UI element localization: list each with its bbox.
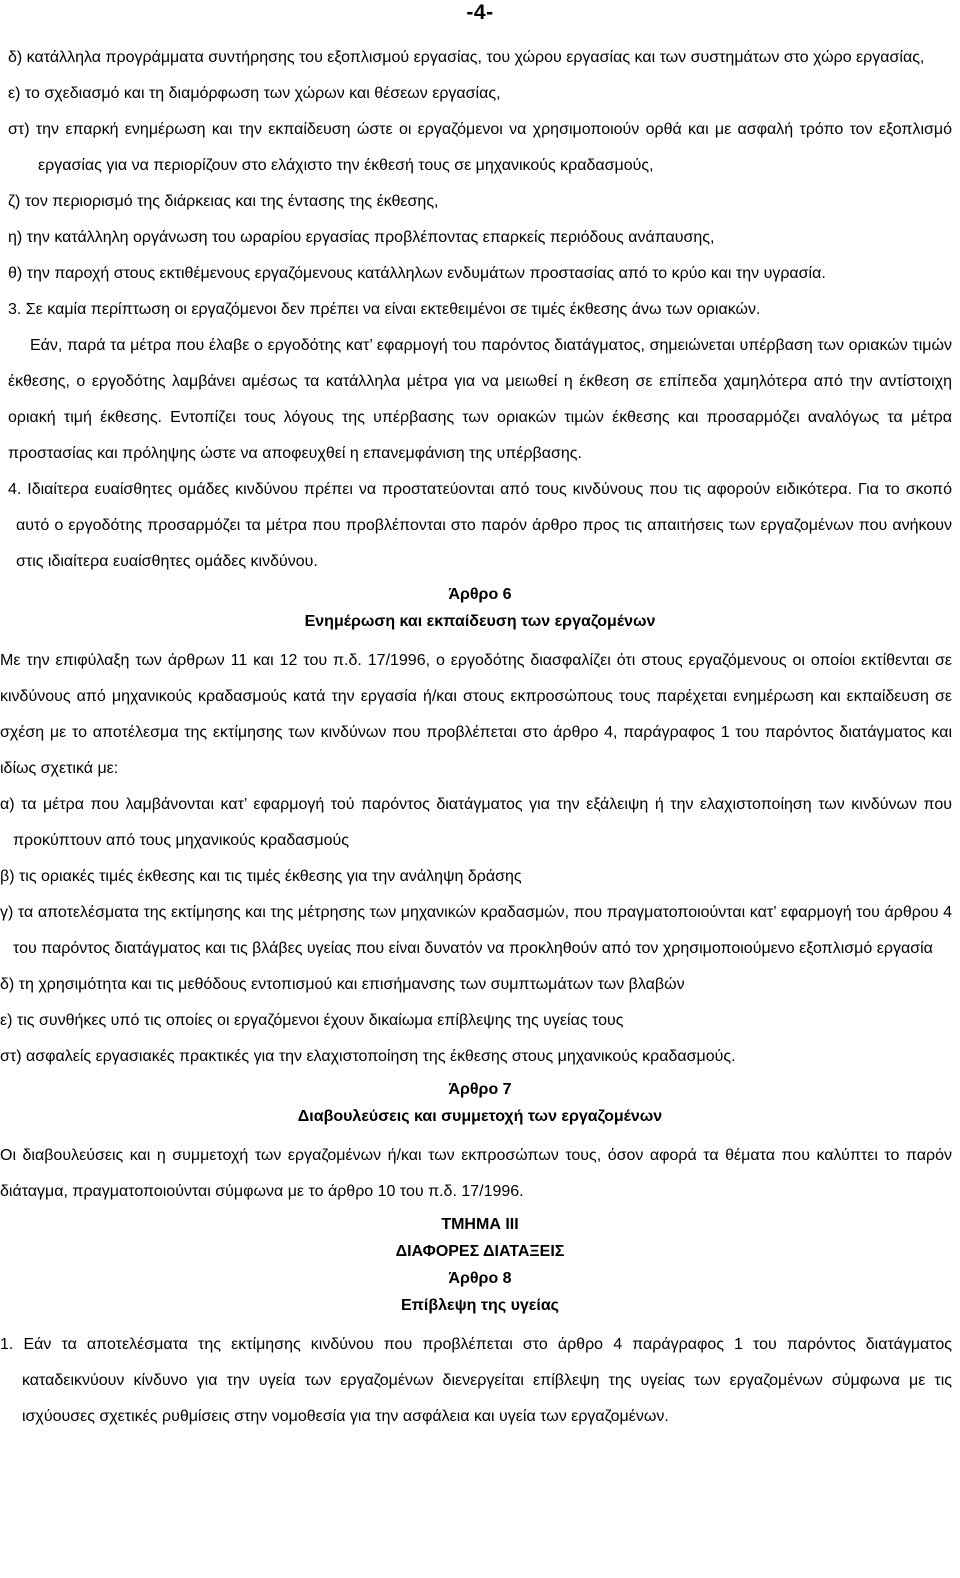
article-6-item-c: γ) τα αποτελέσματα της εκτίμησης και της μέτρησης των μηχανικών κραδασμών, που πραγματοποιούνται κατ’ εφαρμογή του άρθρου 4 του παρόντος διατάγματος και τις βλάβες υγείας που είναι δυνατόν να προκληθούν από τον χρησιμοποιούμενο εξοπλισμό εργασία bbox=[0, 904, 952, 957]
article-7-text: Οι διαβουλεύσεις και η συμμετοχή των εργαζομένων ή/και των εκπροσώπων τους, όσον αφορά τα θέματα που καλύπτει το παρόν διάταγμα, πραγματοποιούνται σύμφωνα με το άρθρο 10 του π.δ. 17/1996. bbox=[0, 1147, 952, 1200]
article-8-title: Επίβλεψη της υγείας bbox=[401, 1297, 559, 1314]
article-6-item-b: β) τις οριακές τιμές έκθεσης και τις τιμές έκθεσης για την ανάληψη δράσης bbox=[0, 868, 522, 885]
article-6-item-st: στ) ασφαλείς εργασιακές πρακτικές για την ελαχιστοποίηση της έκθεσης στους μηχανικούς κραδασμούς. bbox=[0, 1048, 736, 1065]
list-item-epsilon: ε) το σχεδιασμό και τη διαμόρφωση των χώρων και θέσεων εργασίας, bbox=[8, 85, 501, 102]
article-8-number: Άρθρο 8 bbox=[448, 1270, 512, 1287]
page-number: -4- bbox=[466, 1, 494, 24]
article-8-paragraph-1: 1. Εάν τα αποτελέσματα της εκτίμησης κινδύνου που προβλέπεται στο άρθρο 4 παράγραφος 1 του παρόντος διατάγματος καταδεικνύουν κίνδυνο για την υγεία των εργαζομένων διενεργείται επίβλεψη της υγείας των εργαζομένων σύμφωνα με τις ισχύουσες σχετικές ρυθμίσεις στην νομοθεσία για την ασφάλεια και υγεία των εργαζομένων. bbox=[0, 1336, 952, 1425]
list-item-st: στ) την επαρκή ενημέρωση και την εκπαίδευση ώστε οι εργαζόμενοι να χρησιμοποιούν ορθά και με ασφαλή τρόπο τον εξοπλισμό εργασίας για να περιορίζουν στο ελάχιστο την έκθεσή τους σε μηχανικούς κραδασμούς, bbox=[8, 121, 952, 174]
list-item-zeta: ζ) τον περιορισμό της διάρκειας και της έντασης της έκθεσης, bbox=[8, 193, 439, 210]
article-7-title: Διαβουλεύσεις και συμμετοχή των εργαζομένων bbox=[297, 1108, 663, 1125]
article-6-intro: Με την επιφύλαξη των άρθρων 11 και 12 του π.δ. 17/1996, ο εργοδότης διασφαλίζει ότι στους εργαζόμενους οι οποίοι εκτίθενται σε κινδύνους από μηχανικούς κραδασμούς κατά την εργασία ή/και στους εκπροσώπους τους παρέχεται ενημέρωση και εκπαίδευση σε σχέση με το αποτέλεσμα της εκτίμησης των κινδύνων που προβλέπεται στο άρθρο 4, παράγραφος 1 του παρόντος διατάγματος και ιδίως σχετικά με: bbox=[0, 652, 952, 777]
article-6-number: Άρθρο 6 bbox=[448, 586, 512, 603]
section-3-title: ΔΙΑΦΟΡΕΣ ΔΙΑΤΑΞΕΙΣ bbox=[395, 1243, 565, 1260]
article-6-item-e: ε) τις συνθήκες υπό τις οποίες οι εργαζόμενοι έχουν δικαίωμα επίβλεψης της υγείας τους bbox=[0, 1012, 624, 1029]
list-item-eta: η) την κατάλληλη οργάνωση του ωραρίου εργασίας προβλέποντας επαρκείς περιόδους ανάπαυσης, bbox=[8, 229, 715, 246]
list-item-theta: θ) την παροχή στους εκτιθέμενους εργαζόμενους κατάλληλων ενδυμάτων προστασίας από το κρύο και την υγρασία. bbox=[8, 265, 826, 282]
section-3-label: ΤΜΗΜΑ ΙΙΙ bbox=[441, 1216, 519, 1233]
list-item-delta: δ) κατάλληλα προγράμματα συντήρησης του εξοπλισμού εργασίας, του χώρου εργασίας και των συστημάτων στο χώρο εργασίας, bbox=[8, 49, 925, 66]
paragraph-3: 3. Σε καμία περίπτωση οι εργαζόμενοι δεν πρέπει να είναι εκτεθειμένοι σε τιμές έκθεσης άνω των οριακών. bbox=[8, 301, 761, 318]
article-7-number: Άρθρο 7 bbox=[448, 1081, 512, 1098]
paragraph-4: 4. Ιδιαίτερα ευαίσθητες ομάδες κινδύνου πρέπει να προστατεύονται από τους κινδύνους που τις αφορούν ειδικότερα. Για το σκοπό αυτό ο εργοδότης προσαρμόζει τα μέτρα που προβλέπονται στο παρόν άρθρο προς τις απαιτήσεις των εργαζομένων που ανήκουν στις ιδιαίτερα ευαίσθητες ομάδες κινδύνου. bbox=[8, 481, 952, 570]
document-body bbox=[0, 40, 952, 1435]
article-6-title: Ενημέρωση και εκπαίδευση των εργαζομένων bbox=[304, 613, 656, 630]
article-6-item-a: α) τα μέτρα που λαμβάνονται κατ’ εφαρμογή τού παρόντος διατάγματος για την εξάλειψη ή την ελαχιστοποίηση των κινδύνων που προκύπτουν από τους μηχανικούς κραδασμούς bbox=[0, 796, 952, 849]
paragraph-3-continuation: Εάν, παρά τα μέτρα που έλαβε ο εργοδότης κατ’ εφαρμογή του παρόντος διατάγματος, σημειώνεται υπέρβαση των οριακών τιμών έκθεσης, ο εργοδότης λαμβάνει αμέσως τα κατάλληλα μέτρα για να μειωθεί η έκθεση σε επίπεδα χαμηλότερα από την αντίστοιχη οριακή τιμή έκθεσης. Εντοπίζει τους λόγους της υπέρβασης των οριακών τιμών έκθεσης και προσαρμόζει αναλόγως τα μέτρα προστασίας και πρόληψης ώστε να αποφευχθεί η επανεμφάνιση της υπέρβασης. bbox=[8, 337, 952, 462]
article-6-item-d: δ) τη χρησιμότητα και τις μεθόδους εντοπισμού και επισήμανσης των συμπτωμάτων των βλαβών bbox=[0, 976, 685, 993]
